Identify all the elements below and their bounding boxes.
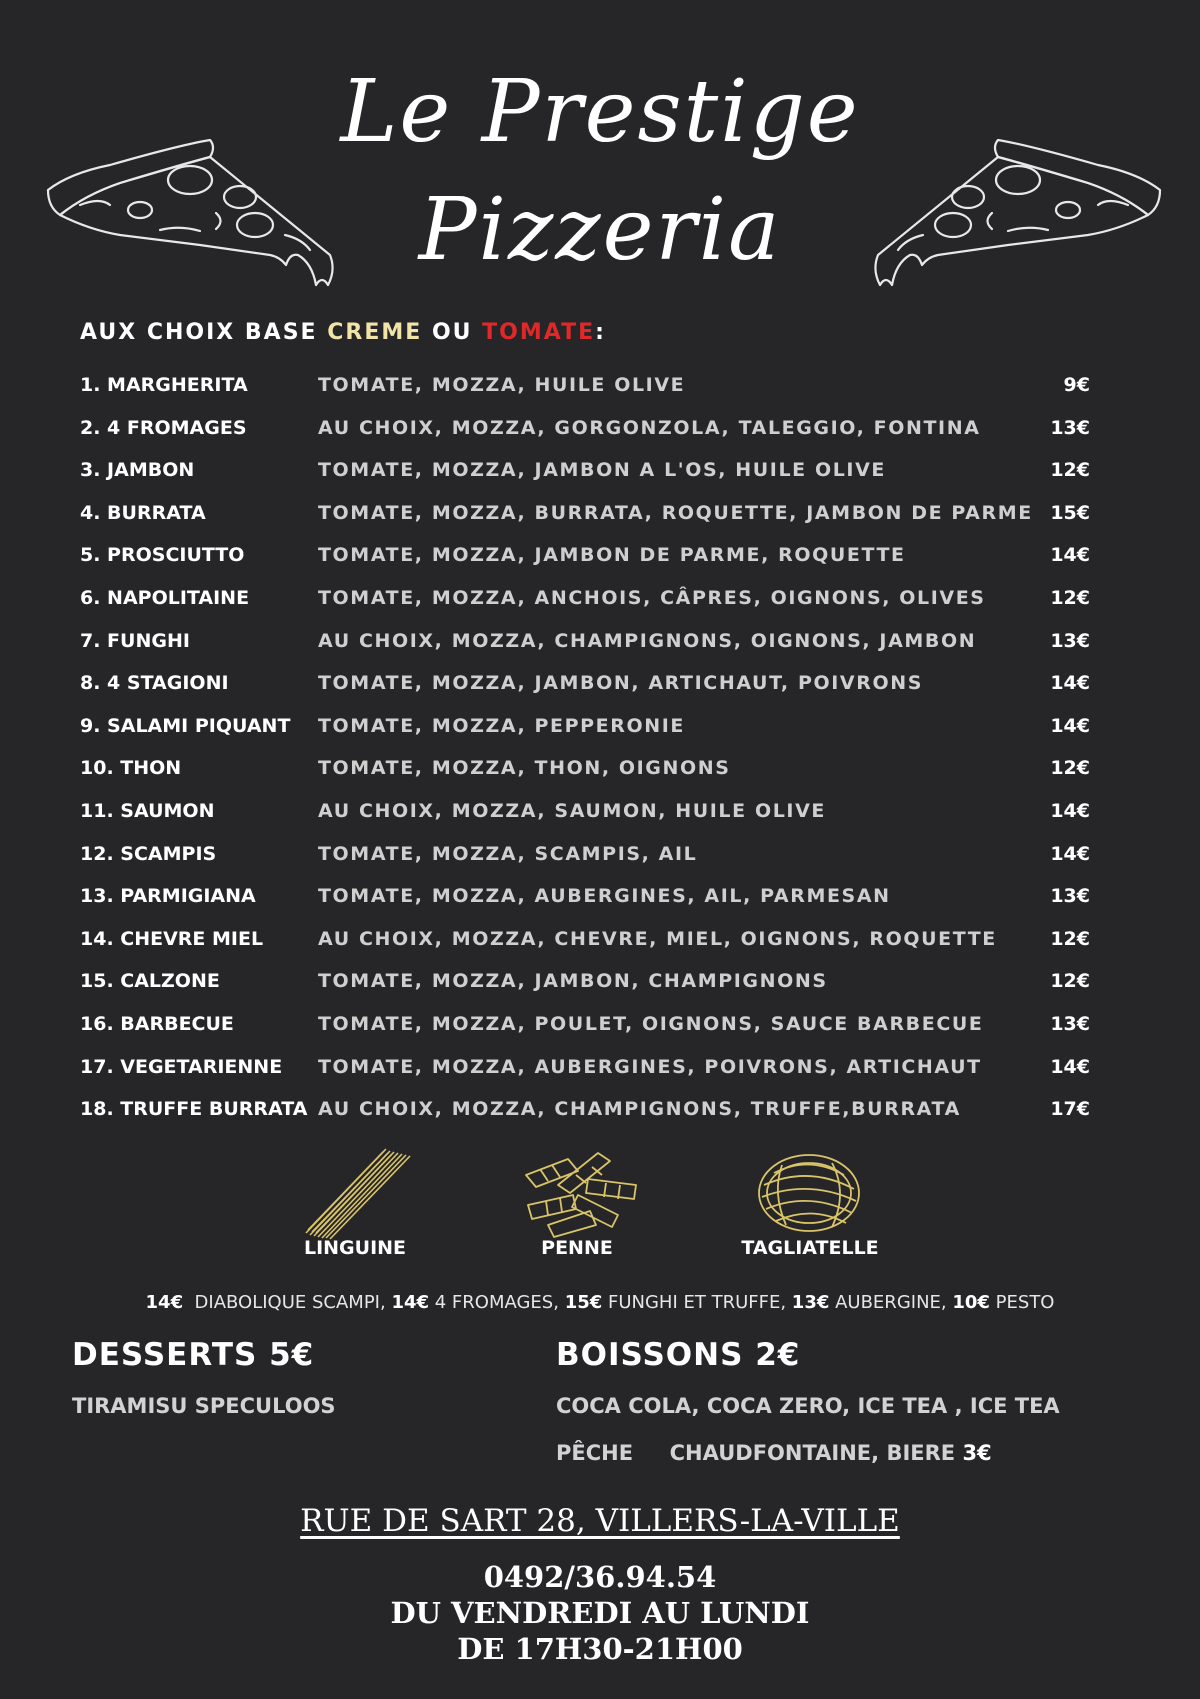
- pizza-name: 10. THON: [80, 757, 182, 780]
- pizza-ingredients: TOMATE, MOZZA, ANCHOIS, CÂPRES, OIGNONS, OLIVES: [318, 586, 986, 609]
- pizza-price: 15€: [1050, 501, 1090, 524]
- opening-days: DU VENDREDI AU LUNDI: [390, 1596, 810, 1630]
- pizza-price: 14€: [1050, 544, 1090, 567]
- menu-row: [80, 540, 1090, 583]
- pasta-price: 13€: [791, 1292, 830, 1313]
- pizza-ingredients: AU CHOIX, MOZZA, CHAMPIGNONS, OIGNONS, JAMBON: [318, 629, 977, 652]
- pasta-price: 14€: [145, 1292, 184, 1313]
- pizza-ingredients: TOMATE, MOZZA, AUBERGINES, POIVRONS, ARTICHAUT: [318, 1055, 982, 1078]
- pasta-dish: AUBERGINE,: [829, 1292, 953, 1313]
- pizza-price: 12€: [1050, 757, 1090, 780]
- boissons-line1: COCA COLA, COCA ZERO, ICE TEA , ICE TEA: [556, 1394, 1060, 1418]
- pasta-prices-line: [0, 1292, 1200, 1313]
- pizza-price: 14€: [1050, 1055, 1090, 1078]
- base-middle: OU: [422, 320, 483, 345]
- pizza-name: 16. BARBECUE: [80, 1012, 234, 1035]
- base-tomate: TOMATE: [482, 320, 596, 345]
- pizza-name: 1. MARGHERITA: [80, 374, 248, 396]
- menu-row: [80, 1052, 1090, 1095]
- pasta-dish: DIABOLIQUE SCAMPI,: [183, 1292, 392, 1313]
- pasta-price: 15€: [564, 1292, 603, 1313]
- menu-row: [80, 839, 1090, 882]
- menu-row: [80, 1009, 1090, 1052]
- restaurant-title: Le Prestige: [340, 62, 860, 162]
- pizza-name: 14. CHEVRE MIEL: [80, 927, 264, 950]
- pasta-label: LINGUINE: [303, 1237, 407, 1259]
- boissons-line2: [556, 1441, 992, 1465]
- pizza-price: 12€: [1050, 459, 1090, 482]
- pizza-ingredients: TOMATE, MOZZA, HUILE OLIVE: [318, 374, 686, 396]
- base-choice-heading: [80, 320, 606, 345]
- menu-row: [80, 753, 1090, 796]
- menu-row: [80, 455, 1090, 498]
- pizza-price: 12€: [1050, 586, 1090, 609]
- restaurant-subtitle: Pizzeria: [418, 180, 782, 280]
- pizza-name: 8. 4 STAGIONI: [80, 672, 229, 695]
- opening-hours: DE 17H30-21H00: [457, 1632, 743, 1666]
- pizza-name: 5. PROSCIUTTO: [80, 544, 245, 567]
- menu-row: [80, 924, 1090, 967]
- linguine-icon: [300, 1145, 415, 1240]
- pizza-ingredients: TOMATE, MOZZA, THON, OIGNONS: [318, 757, 731, 780]
- menu-row: [80, 498, 1090, 541]
- tagliatelle-icon: [752, 1145, 867, 1240]
- pizza-name: 2. 4 FROMAGES: [80, 416, 247, 439]
- menu-row: [80, 796, 1090, 839]
- pizza-menu-list: [80, 370, 1090, 1137]
- pizza-name: 9. SALAMI PIQUANT: [80, 714, 291, 737]
- penne-icon: [518, 1145, 643, 1240]
- pizza-ingredients: TOMATE, MOZZA, SCAMPIS, AIL: [318, 842, 698, 865]
- biere-price: 3€: [962, 1441, 992, 1465]
- pizza-price: 12€: [1050, 927, 1090, 950]
- pizza-name: 18. TRUFFE BURRATA: [80, 1098, 308, 1121]
- pizza-price: 13€: [1050, 885, 1090, 908]
- pasta-dish: PESTO: [989, 1292, 1055, 1313]
- pizza-ingredients: TOMATE, MOZZA, BURRATA, ROQUETTE, JAMBON DE PARME: [318, 501, 1033, 524]
- pizza-name: 12. SCAMPIS: [80, 842, 217, 865]
- pizza-name: 15. CALZONE: [80, 970, 220, 993]
- base-prefix: AUX CHOIX BASE: [80, 320, 328, 345]
- pizza-price: 13€: [1050, 629, 1090, 652]
- pizza-price: 13€: [1050, 1012, 1090, 1035]
- pizza-name: 17. VEGETARIENNE: [80, 1055, 283, 1078]
- pizza-ingredients: AU CHOIX, MOZZA, SAUMON, HUILE OLIVE: [318, 799, 826, 822]
- pizza-price: 17€: [1050, 1098, 1090, 1121]
- pizza-name: 6. NAPOLITAINE: [80, 586, 250, 609]
- pizza-name: 13. PARMIGIANA: [80, 885, 256, 908]
- pasta-price: 10€: [952, 1292, 990, 1313]
- pizza-price: 12€: [1050, 970, 1090, 993]
- pizza-ingredients: TOMATE, MOZZA, JAMBON, ARTICHAUT, POIVRONS: [318, 672, 923, 695]
- pizza-ingredients: TOMATE, MOZZA, AUBERGINES, AIL, PARMESAN: [318, 885, 891, 908]
- base-creme: CREME: [327, 320, 423, 345]
- menu-row: [80, 413, 1090, 456]
- base-suffix: :: [595, 320, 606, 345]
- menu-row: [80, 626, 1090, 669]
- address: RUE DE SART 28, VILLERS-LA-VILLE: [300, 1503, 900, 1539]
- pizza-name: 3. JAMBON: [80, 459, 195, 482]
- pizza-ingredients: TOMATE, MOZZA, POULET, OIGNONS, SAUCE BARBECUE: [318, 1012, 984, 1035]
- pizza-price: 14€: [1050, 799, 1090, 822]
- pizza-price: 14€: [1050, 672, 1090, 695]
- pizza-ingredients: TOMATE, MOZZA, JAMBON, CHAMPIGNONS: [318, 970, 828, 993]
- boissons-line2-text: PÊCHE CHAUDFONTAINE, BIERE: [556, 1441, 963, 1465]
- pizza-name: 7. FUNGHI: [80, 629, 190, 652]
- menu-row: [80, 711, 1090, 754]
- pizza-price: 9€: [1063, 374, 1090, 396]
- menu-row: [80, 881, 1090, 924]
- pizza-slice-icon: [40, 135, 360, 305]
- menu-row: [80, 583, 1090, 626]
- menu-row: [80, 668, 1090, 711]
- pizza-ingredients: TOMATE, MOZZA, JAMBON A L'OS, HUILE OLIVE: [318, 459, 886, 482]
- pasta-price: 14€: [391, 1292, 430, 1313]
- pizza-price: 14€: [1050, 842, 1090, 865]
- pizza-price: 14€: [1050, 714, 1090, 737]
- pasta-dish: 4 FROMAGES,: [429, 1292, 565, 1313]
- pasta-label: TAGLIATELLE: [741, 1237, 879, 1259]
- pizza-ingredients: AU CHOIX, MOZZA, GORGONZOLA, TALEGGIO, FONTINA: [318, 416, 981, 439]
- pizza-ingredients: AU CHOIX, MOZZA, CHEVRE, MIEL, OIGNONS, ROQUETTE: [318, 927, 997, 950]
- pizza-name: 11. SAUMON: [80, 799, 215, 822]
- desserts-items: TIRAMISU SPECULOOS: [72, 1394, 336, 1418]
- desserts-title: DESSERTS 5€: [72, 1337, 315, 1373]
- phone-number: 0492/36.94.54: [483, 1560, 717, 1594]
- pasta-label: PENNE: [541, 1237, 613, 1259]
- pizza-name: 4. BURRATA: [80, 501, 206, 524]
- pizza-ingredients: TOMATE, MOZZA, JAMBON DE PARME, ROQUETTE: [318, 544, 906, 567]
- menu-row: [80, 370, 1090, 413]
- pasta-dish: FUNGHI ET TRUFFE,: [602, 1292, 792, 1313]
- menu-row: [80, 966, 1090, 1009]
- pizza-ingredients: AU CHOIX, MOZZA, CHAMPIGNONS, TRUFFE,BURRATA: [318, 1098, 961, 1121]
- boissons-title: BOISSONS 2€: [556, 1337, 801, 1373]
- pizza-ingredients: TOMATE, MOZZA, PEPPERONIE: [318, 714, 685, 737]
- menu-row: [80, 1094, 1090, 1137]
- pizza-slice-icon: [848, 135, 1168, 305]
- pizza-price: 13€: [1050, 416, 1090, 439]
